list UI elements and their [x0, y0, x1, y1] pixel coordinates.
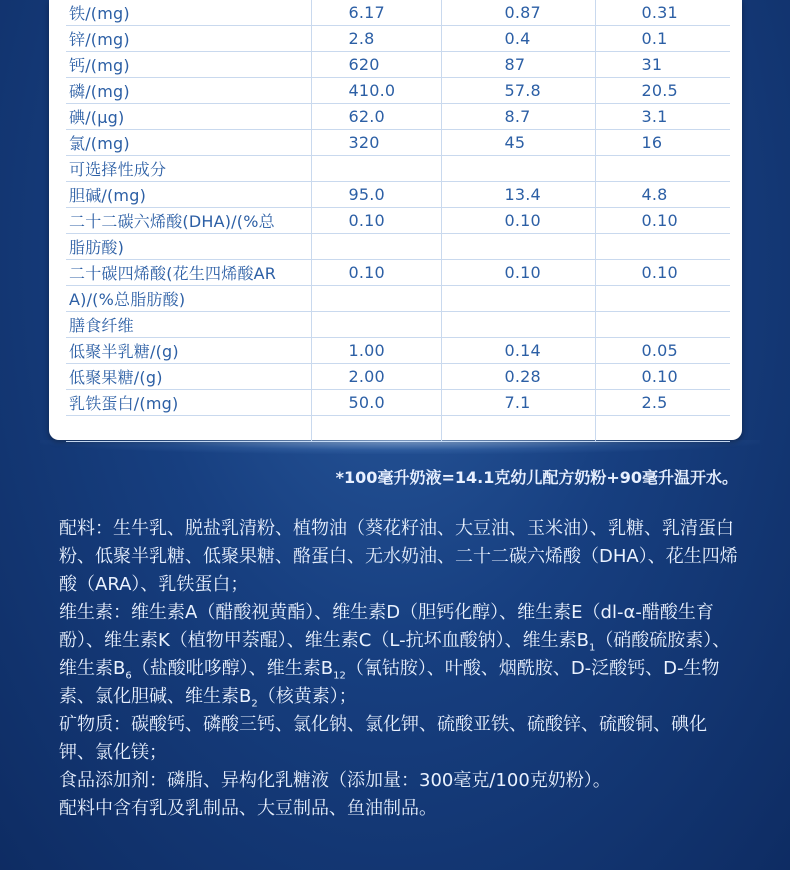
value-per-100kj: 0.14 — [441, 338, 595, 364]
value-per-100ml — [595, 286, 730, 312]
value-per-100kj: 0.10 — [441, 260, 595, 286]
value-per-100ml: 0.10 — [595, 208, 730, 234]
table-row — [66, 104, 730, 130]
value-per-100g: 410.0 — [311, 78, 441, 104]
value-per-100g: 0.10 — [311, 260, 441, 286]
vitamins-text-e: （核黄素）； — [257, 686, 357, 707]
nutrient-name — [66, 416, 311, 442]
table-row — [66, 182, 730, 208]
nutrition-table — [66, 0, 730, 442]
value-per-100kj — [441, 416, 595, 442]
vitamins-text-b: （硝酸硫胺素）、维生素B — [59, 630, 731, 679]
value-per-100ml: 0.1 — [595, 26, 730, 52]
value-per-100g — [311, 286, 441, 312]
value-per-100ml: 0.31 — [595, 0, 730, 26]
value-per-100kj: 8.7 — [441, 104, 595, 130]
subscript-1: 1 — [588, 642, 596, 654]
value-per-100ml: 0.05 — [595, 338, 730, 364]
nutrient-name: A)/(%总脂肪酸) — [66, 286, 311, 312]
table-row — [66, 364, 730, 390]
nutrient-name: 低聚半乳糖/(g) — [66, 338, 311, 364]
value-per-100kj: 45 — [441, 130, 595, 156]
value-per-100kj — [441, 234, 595, 260]
value-per-100ml: 4.8 — [595, 182, 730, 208]
table-row — [66, 0, 730, 26]
value-per-100ml: 16 — [595, 130, 730, 156]
nutrient-name: 脂肪酸) — [66, 234, 311, 260]
value-per-100g: 2.8 — [311, 26, 441, 52]
table-row — [66, 156, 730, 182]
value-per-100kj: 0.87 — [441, 0, 595, 26]
nutrient-name: 锌/(mg) — [66, 26, 311, 52]
vitamins-text-c: （盐酸吡哆醇）、维生素B — [131, 658, 334, 679]
minerals-list: 矿物质：碳酸钙、磷酸三钙、氯化钠、氯化钾、硫酸亚铁、硫酸锌、硫酸铜、碘化钾、氯化镁； — [59, 714, 707, 763]
value-per-100ml: 31 — [595, 52, 730, 78]
value-per-100ml: 3.1 — [595, 104, 730, 130]
nutrient-name: 碘/(μg) — [66, 104, 311, 130]
table-row — [66, 208, 730, 234]
allergen-statement: 配料中含有乳及乳制品、大豆制品、鱼油制品。 — [59, 798, 437, 819]
table-row — [66, 78, 730, 104]
vitamins-text-a: 维生素：维生素A（醋酸视黄酯）、维生素D（胆钙化醇）、维生素E（dl-α-醋酸生育酚）、维生素K（植物甲萘醌）、维生素C（L-抗坏血酸钠）、维生素B — [59, 602, 714, 651]
nutrient-name: 磷/(mg) — [66, 78, 311, 104]
subscript-2: 2 — [251, 698, 258, 710]
value-per-100kj: 0.4 — [441, 26, 595, 52]
serving-footnote: *100毫升奶液=14.1克幼儿配方奶粉+90毫升温开水。 — [335, 468, 738, 487]
value-per-100g: 320 — [311, 130, 441, 156]
value-per-100g: 2.00 — [311, 364, 441, 390]
nutrient-name: 可选择性成分 — [66, 156, 311, 182]
value-per-100ml: 0.10 — [595, 260, 730, 286]
table-row — [66, 286, 730, 312]
value-per-100ml — [595, 156, 730, 182]
value-per-100g — [311, 312, 441, 338]
value-per-100ml: 2.5 — [595, 390, 730, 416]
value-per-100g: 0.10 — [311, 208, 441, 234]
value-per-100ml: 20.5 — [595, 78, 730, 104]
value-per-100ml — [595, 234, 730, 260]
additives-list: 食品添加剂：磷脂、异构化乳糖液（添加量：300毫克/100克奶粉）。 — [59, 770, 611, 791]
value-per-100g: 50.0 — [311, 390, 441, 416]
table-row — [66, 52, 730, 78]
value-per-100kj: 87 — [441, 52, 595, 78]
table-row — [66, 416, 730, 442]
value-per-100ml — [595, 312, 730, 338]
value-per-100kj — [441, 156, 595, 182]
value-per-100kj: 0.28 — [441, 364, 595, 390]
table-row — [66, 234, 730, 260]
nutrient-name: 二十二碳六烯酸(DHA)/(%总 — [66, 208, 311, 234]
nutrient-name: 低聚果糖/(g) — [66, 364, 311, 390]
value-per-100g: 1.00 — [311, 338, 441, 364]
table-row — [66, 26, 730, 52]
ingredients-block — [59, 515, 739, 823]
value-per-100kj — [441, 312, 595, 338]
value-per-100g: 6.17 — [311, 0, 441, 26]
table-row — [66, 260, 730, 286]
value-per-100g — [311, 156, 441, 182]
value-per-100g: 95.0 — [311, 182, 441, 208]
value-per-100kj: 0.10 — [441, 208, 595, 234]
nutrient-name: 钙/(mg) — [66, 52, 311, 78]
vitamins-list — [59, 599, 739, 711]
nutrient-name: 铁/(mg) — [66, 0, 311, 26]
ingredients-list: 配料：生牛乳、脱盐乳清粉、植物油（葵花籽油、大豆油、玉米油）、乳糖、乳清蛋白粉、低聚半乳糖、低聚果糖、酪蛋白、无水奶油、二十二碳六烯酸（DHA）、花生四烯酸（ARA）、乳铁蛋白； — [59, 518, 738, 595]
table-row — [66, 312, 730, 338]
nutrient-name: 乳铁蛋白/(mg) — [66, 390, 311, 416]
nutrient-name: 膳食纤维 — [66, 312, 311, 338]
value-per-100kj: 57.8 — [441, 78, 595, 104]
value-per-100kj — [441, 286, 595, 312]
nutrient-name: 二十碳四烯酸(花生四烯酸AR — [66, 260, 311, 286]
nutrient-name: 胆碱/(mg) — [66, 182, 311, 208]
value-per-100kj: 13.4 — [441, 182, 595, 208]
vitamins-text-d: （氰钴胺）、叶酸、烟酰胺、D-泛酸钙、D-生物素、氯化胆碱、维生素B — [59, 658, 720, 707]
card-glow — [40, 440, 760, 454]
nutrition-table-body — [66, 0, 730, 442]
value-per-100g: 62.0 — [311, 104, 441, 130]
subscript-12: 12 — [333, 670, 346, 682]
value-per-100g: 620 — [311, 52, 441, 78]
table-row — [66, 338, 730, 364]
value-per-100ml: 0.10 — [595, 364, 730, 390]
value-per-100ml — [595, 416, 730, 442]
value-per-100kj: 7.1 — [441, 390, 595, 416]
value-per-100g — [311, 416, 441, 442]
subscript-6: 6 — [125, 670, 132, 682]
nutrient-name: 氯/(mg) — [66, 130, 311, 156]
table-row — [66, 390, 730, 416]
table-row — [66, 130, 730, 156]
value-per-100g — [311, 234, 441, 260]
